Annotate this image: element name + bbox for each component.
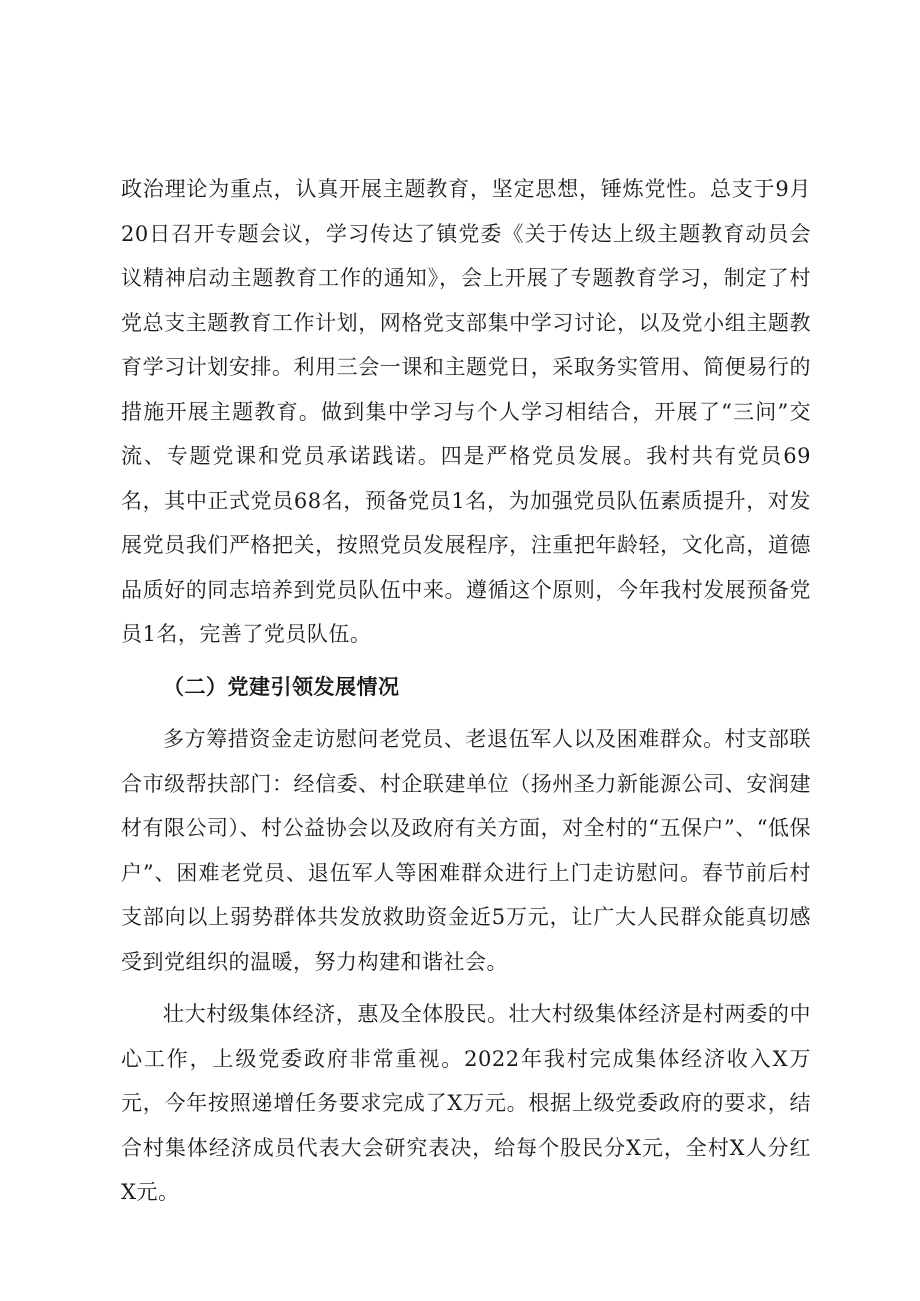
paragraph-party-education: 政治理论为重点，认真开展主题教育，坚定思想，锤炼党性。总支于9月20日召开专题会议，学习传达了镇党委《关于传达上级主题教育动员会议精神启动主题教育工作的通知》，会上开展了专题教育学习，制定了村党总支主题教育工作计划，网格党支部集中学习讨论，以及党小组主题教育学习计划安排。利用三会一课和主题党日，采取务实管用、简便易行的措施开展主题教育。做到集中学习与个人学习相结合，开展了“三问”交流、专题党课和党员承诺践诺。四是严格党员发展。我村共有党员69名，其中正式党员68名，预备党员1名，为加强党员队伍素质提升，对发展党员我们严格把关，按照党员发展程序，注重把年龄轻，文化高，道德品质好的同志培养到党员队伍中来。遵循这个原则，今年我村发展预备党员1名，完善了党员队伍。 [121,177,811,646]
section-heading-party-leading-development: （二）党建引领发展情况 [163,673,400,699]
paragraph-collective-economy: 壮大村级集体经济，惠及全体股民。壮大村级集体经济是村两委的中心工作，上级党委政府非常重视。2022年我村完成集体经济收入X万元，今年按照递增任务要求完成了X万元。根据上级党委政府的要求，结合村集体经济成员代表大会研究表决，给每个股民分X元，全村X人分红X元。 [121,1002,811,1204]
paragraph-visiting-needy: 多方筹措资金走访慰问老党员、老退伍军人以及困难群众。村支部联合市级帮扶部门：经信委、村企联建单位（扬州圣力新能源公司、安润建材有限公司）、村公益协会以及政府有关方面，对全村的“五保户”、“低保户”、困难老党员、退伍军人等困难群众进行上门走访慰问。春节前后村支部向以上弱势群体共发放救助资金近5万元，让广大人民群众能真切感受到党组织的温暖，努力构建和谐社会。 [121,727,811,974]
document-body [121,167,811,1215]
